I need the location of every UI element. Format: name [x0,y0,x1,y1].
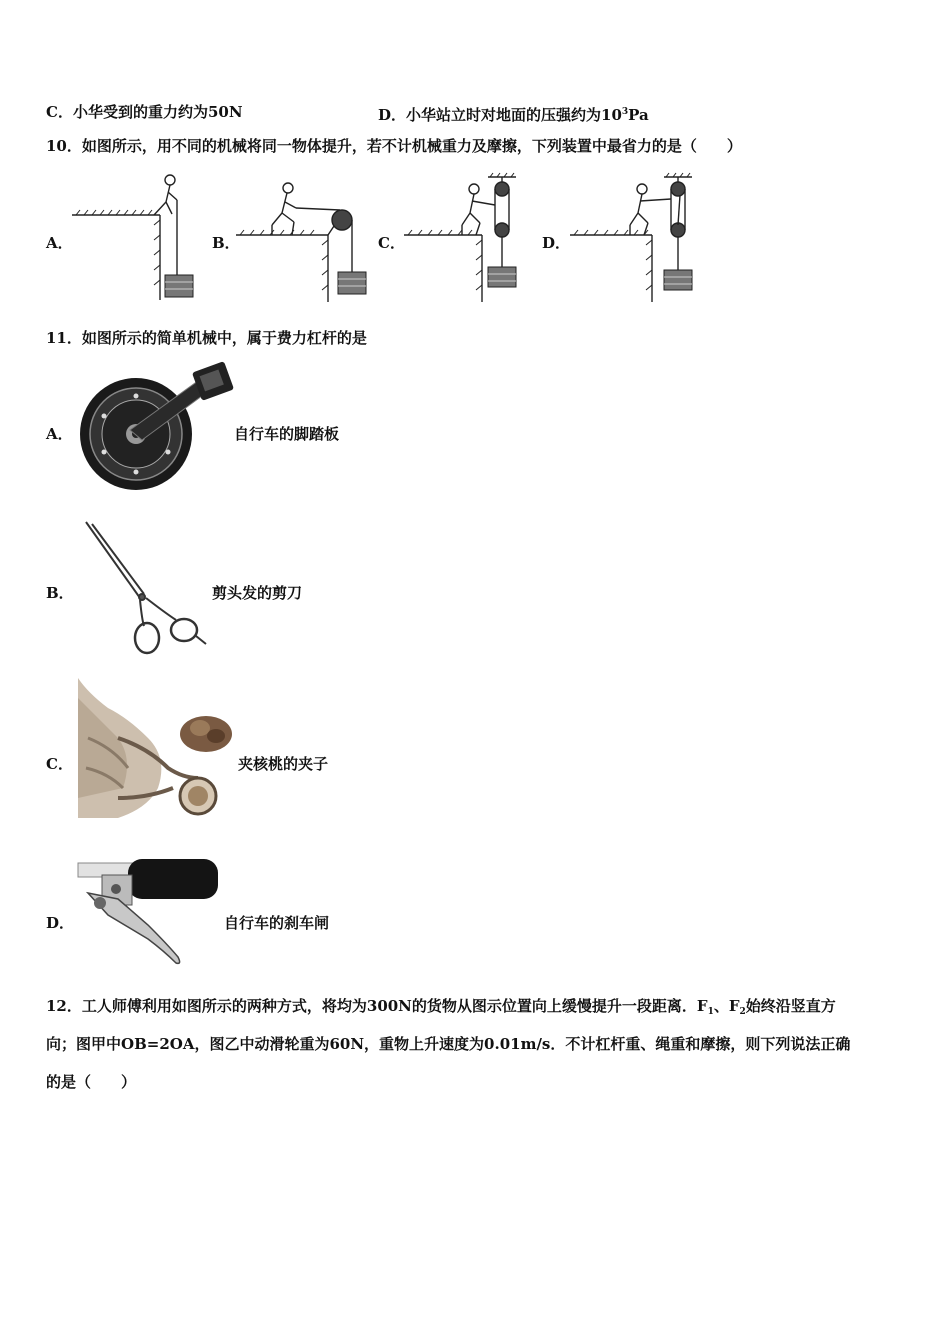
q11-option-c-letter: C． [46,755,73,773]
walnut-cracker-icon [78,678,238,826]
q10-option-b-letter: B． [212,234,240,252]
q9-option-d [378,102,649,125]
q9-option-c-text: 小华受到的重力约为50N [72,103,243,121]
q10-option-c-letter: C． [378,234,405,252]
q9-option-d-exponent: 3 [621,107,629,117]
q11-option-d-caption: 自行车的刹车闸 [224,914,330,932]
q10-figure-d-pulley-block-icon [570,175,700,305]
bicycle-pedal-crank-icon [78,360,233,492]
q12-stem-line1-separator: 、F [713,997,740,1015]
q12-stem-line1-end: 始终沿竖直方 [745,997,836,1015]
q10-figure-a-rope-icon [72,170,202,305]
q9-option-d-unit: Pa [628,106,649,124]
q11-stem: 11．如图所示的简单机械中，属于费力杠杆的是 [46,329,367,347]
q10-option-a-letter: A． [46,234,73,252]
q12-stem-line1-text: 12．工人师傅利用如图所示的两种方式，将均为300N的货物从图示位置向上缓慢提升一段距离．F [46,997,708,1015]
q12-stem-line1 [46,996,836,1022]
hair-scissors-icon [84,520,209,658]
q9-option-d-text: 小华站立时对地面的压强约为10 [406,106,622,124]
q10-figure-b-fixed-pulley-icon [236,180,376,305]
q9-option-c-letter: C． [46,103,73,121]
q10-stem: 10．如图所示，用不同的机械将同一物体提升，若不计机械重力及摩擦，下列装置中最省力的是（ ） [46,137,742,155]
q12-f1-subscript: 1 [707,1007,714,1017]
q12-stem-line2: 向；图甲中OB=2OA，图乙中动滑轮重为60N，重物上升速度为0.01m/s．不计杠杆重、绳重和摩擦，则下列说法正确 [46,1035,851,1053]
q11-option-d-letter: D． [46,914,75,932]
q11-option-a-caption: 自行车的脚踏板 [234,425,340,443]
q10-figure-c-pulley-block-icon [404,175,534,305]
q9-option-d-letter: D． [378,106,407,124]
q11-option-b-letter: B． [46,584,74,602]
bicycle-brake-lever-icon [78,855,223,967]
q12-f2-subscript: 2 [739,1007,746,1017]
q10-option-d-letter: D． [542,234,571,252]
q11-option-c-caption: 夹核桃的夹子 [238,755,329,773]
q12-stem-line3: 的是（ ） [46,1073,137,1091]
q11-option-b-caption: 剪头发的剪刀 [212,584,303,602]
q9-option-c [46,102,243,122]
q11-option-a-letter: A． [46,425,73,443]
